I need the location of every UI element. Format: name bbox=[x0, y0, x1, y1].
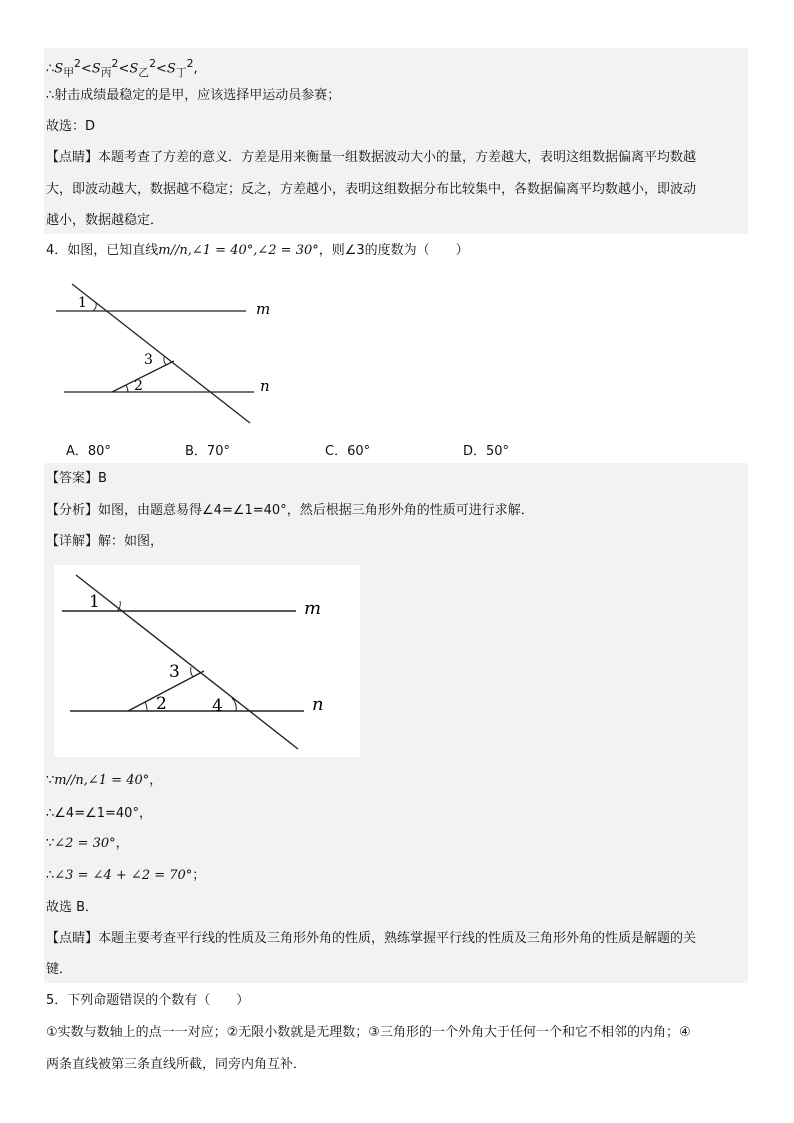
tip2-tag: 【点睛】 bbox=[46, 931, 99, 946]
option-b[interactable]: B．70° bbox=[185, 444, 230, 459]
tip-line-2: 大，即波动越大，数据越不稳定；反之，方差越小，表明这组数据分布比较集中，各数据偏离平均数越小，即波动 bbox=[46, 182, 697, 197]
conclusion-text: ∴射击成绩最稳定的是甲，应该选择甲运动员参赛； bbox=[46, 88, 341, 103]
option-c[interactable]: C．60° bbox=[325, 444, 371, 459]
angle-3-label: 3 bbox=[144, 352, 153, 368]
angle-2-label: 2 bbox=[156, 694, 167, 714]
angle-2-label: 2 bbox=[134, 378, 143, 394]
analysis-tag: 【分析】 bbox=[46, 503, 99, 518]
question-5-line-1: ①实数与数轴上的点一一对应；②无限小数就是无理数；③三角形的一个外角大于任何一个和它不相邻的内角；④ bbox=[46, 1025, 691, 1040]
tip-tag: 【点睛】 bbox=[46, 150, 99, 165]
question-5-line-2: 两条直线被第三条直线所截，同旁内角互补． bbox=[46, 1057, 307, 1072]
variance-inequality: $\therefore S_甲^2<S_丙^2<S_乙^2<S_丁^2$, bbox=[46, 57, 198, 79]
tip-line-3: 越小，数据越稳定． bbox=[46, 213, 164, 228]
analysis-line: 【分析】如图，由题意易得∠4=∠1=40°，然后根据三角形外角的性质可进行求解． bbox=[46, 503, 534, 518]
step-2: ∴∠4=∠1=40°， bbox=[46, 806, 152, 821]
choice-text: 故选：D bbox=[46, 119, 96, 134]
question-5-stem: 5．下列命题错误的个数有（ ） bbox=[46, 993, 250, 1008]
answer-tag: 【答案】 bbox=[46, 471, 99, 486]
line-n-label: n bbox=[312, 694, 324, 715]
step-5: 故选 B． bbox=[46, 900, 99, 915]
line-m-label: m bbox=[304, 598, 322, 619]
option-a[interactable]: A．80° bbox=[66, 444, 111, 459]
line-n-label: n bbox=[260, 377, 270, 395]
answer-line: 【答案】B bbox=[46, 471, 107, 486]
option-d[interactable]: D．50° bbox=[463, 444, 510, 459]
step-4: ∴∠3 = ∠4 + ∠2 = 70°； bbox=[46, 868, 206, 883]
step-1: ∵m//n,∠1 = 40°， bbox=[46, 773, 163, 788]
tip2-line-1: 【点睛】本题主要考查平行线的性质及三角形外角的性质，熟练掌握平行线的性质及三角形外角的性质是解题的关 bbox=[46, 931, 697, 946]
angle-1-label: 1 bbox=[78, 295, 87, 311]
angle-1-label: 1 bbox=[89, 592, 100, 612]
line-m-label: m bbox=[256, 300, 271, 318]
angle-3-label: 3 bbox=[169, 662, 180, 682]
solution-figure bbox=[54, 565, 360, 757]
tip2-line-2: 键． bbox=[46, 962, 73, 977]
question-4-stem: 4．如图，已知直线m//n,∠1 = 40°,∠2 = 30°，则∠3的度数为（ ） bbox=[46, 243, 469, 258]
detail-tag: 【详解】 bbox=[46, 534, 99, 549]
step-3: ∵∠2 = 30°， bbox=[46, 836, 129, 851]
tip-line-1: 【点睛】本题考查了方差的意义．方差是用来衡量一组数据波动大小的量，方差越大，表明这组数据偏离平均数越 bbox=[46, 150, 697, 165]
angle-4-label: 4 bbox=[212, 696, 223, 716]
question-figure bbox=[52, 278, 284, 428]
detail-line: 【详解】解：如图， bbox=[46, 534, 164, 549]
